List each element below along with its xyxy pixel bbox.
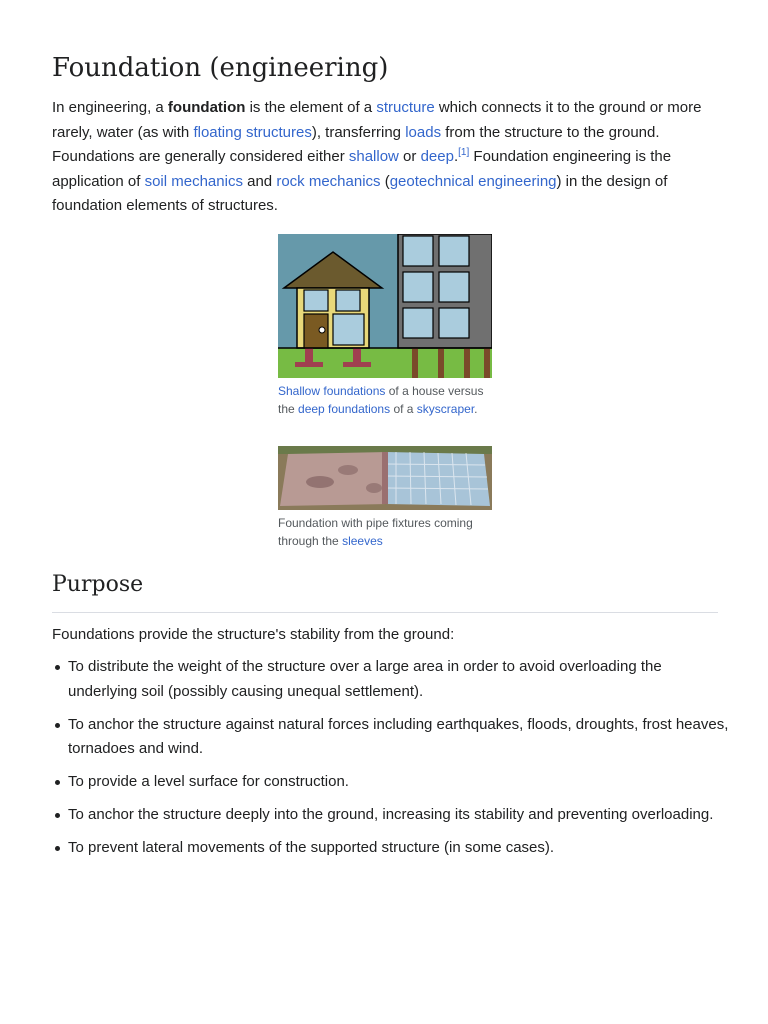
figure-foundations-diagram xyxy=(278,234,492,418)
figure-foundation-photo xyxy=(278,446,492,550)
caption-text: of a house versus the xyxy=(278,384,484,416)
reference-link-1[interactable]: [1] xyxy=(458,147,470,158)
intro-text: is the element of a xyxy=(245,99,377,116)
caption-text: of a xyxy=(390,402,417,416)
link-geotechnical-engineering[interactable]: geotechnical engineering xyxy=(389,172,557,190)
section-heading-purpose: Purpose xyxy=(52,572,144,597)
list-item: To distribute the weight of the structure over a large area in order to avoid overloading the underlying soil (possibly causing unequal settlement). xyxy=(68,655,734,704)
intro-text: ), transferring xyxy=(311,123,406,141)
list-item: To anchor the structure against natural forces including earthquakes, floods, droughts, frost heaves, tornadoes and wind. xyxy=(68,713,734,762)
link-structure[interactable]: structure xyxy=(376,99,435,116)
list-item: To prevent lateral movements of the supported structure (in some cases). xyxy=(68,836,734,861)
link-skyscraper[interactable]: skyscraper xyxy=(416,402,475,416)
intro-bold-term: foundation xyxy=(167,99,246,116)
figure1-caption xyxy=(278,382,492,418)
link-sleeves[interactable]: sleeves xyxy=(342,534,383,548)
purpose-lead-text: Foundations provide the structure's stability from the ground: xyxy=(52,626,455,643)
purpose-list xyxy=(52,655,734,869)
intro-text: and xyxy=(242,172,277,190)
intro-text: which connects it to the ground or more rarely, water (as with xyxy=(52,99,702,141)
figure2-caption xyxy=(278,514,492,550)
list-item: To anchor the structure deeply into the ground, increasing its stability and preventing overloading. xyxy=(68,803,734,828)
page-title: Foundation (engineering) xyxy=(52,53,389,83)
intro-text: ( xyxy=(380,172,390,190)
link-shallow-foundations[interactable]: Shallow foundations xyxy=(278,384,386,398)
link-shallow[interactable]: shallow xyxy=(348,148,399,165)
list-item: To provide a level surface for construction. xyxy=(68,770,734,795)
intro-text: In engineering, a xyxy=(52,99,168,116)
intro-text: . xyxy=(453,148,459,165)
intro-text: Foundation engineering is the application of xyxy=(52,148,672,190)
section-divider xyxy=(52,612,718,613)
intro-paragraph xyxy=(52,96,718,219)
link-rock-mechanics[interactable]: rock mechanics xyxy=(276,172,381,190)
foundations-diagram-image[interactable] xyxy=(278,234,492,378)
link-deep[interactable]: deep xyxy=(420,148,454,165)
intro-text: from the structure to the ground. Foundations are generally considered either xyxy=(52,123,660,165)
link-deep-foundations[interactable]: deep foundations xyxy=(298,402,391,416)
foundation-photo-image[interactable] xyxy=(278,446,492,510)
link-soil-mechanics[interactable]: soil mechanics xyxy=(144,172,243,190)
caption-text: . xyxy=(474,402,478,416)
link-floating-structures[interactable]: floating structures xyxy=(193,123,312,141)
link-loads[interactable]: loads xyxy=(405,123,442,141)
intro-text: ) in the design of foundation elements of structures. xyxy=(52,172,668,214)
caption-text: Foundation with pipe fixtures coming through the xyxy=(278,516,473,548)
intro-text: or xyxy=(398,148,421,165)
